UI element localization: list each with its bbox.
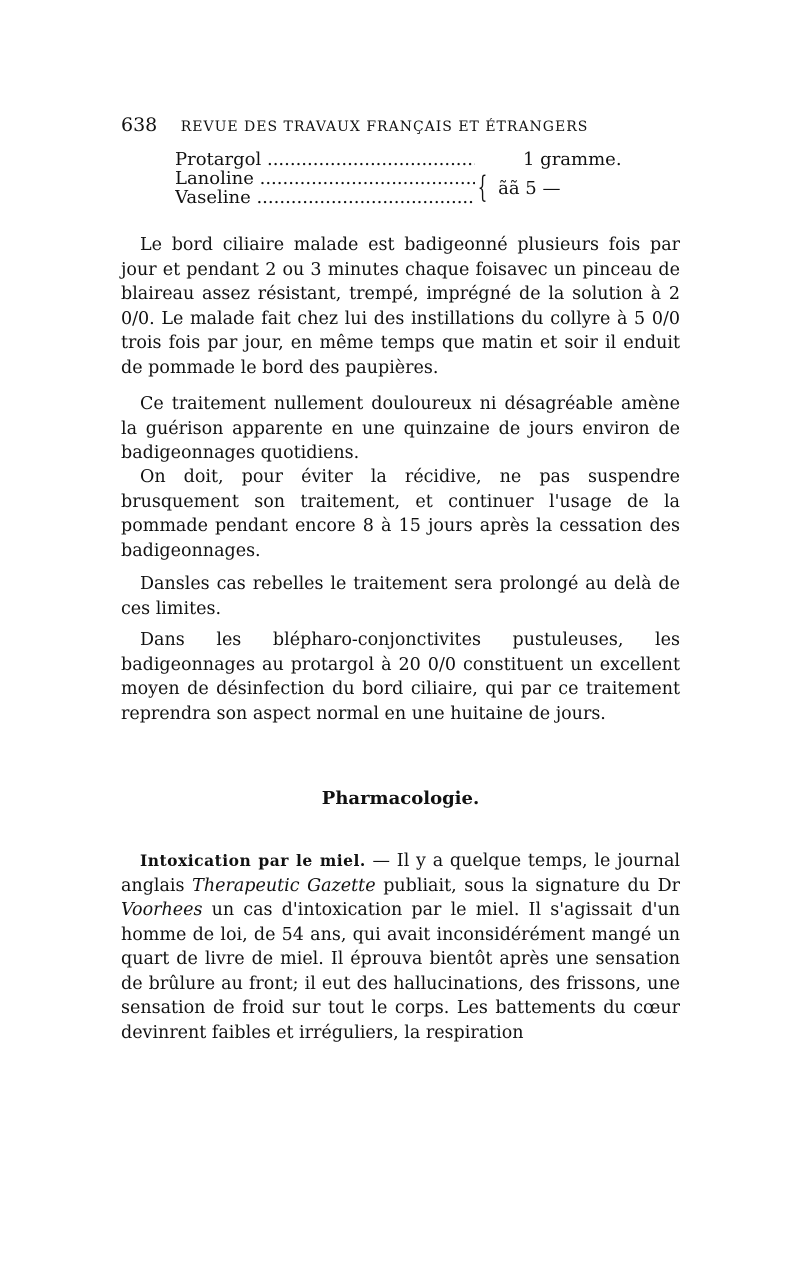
paragraph — [121, 465, 680, 563]
page-number: 638 — [121, 114, 158, 136]
running-header — [121, 114, 681, 136]
ingredient-name: Lanoline ..... — [175, 169, 475, 188]
paragraph-text: Dansles cas rebelles le traitement sera prolongé au delà de ces limites. — [121, 574, 680, 619]
formula-group — [175, 169, 635, 207]
brace-icon: { — [477, 170, 488, 205]
paragraph-text — [121, 849, 680, 1045]
paragraph — [121, 572, 680, 621]
runin-heading: Intoxication par le miel. — [140, 851, 366, 870]
group-quantity: ãã 5 — — [498, 177, 561, 199]
running-title: REVUE DES TRAVAUX FRANÇAIS ET ÉTRANGERS — [180, 119, 589, 135]
prescription-formula — [175, 150, 635, 207]
formula-line — [175, 150, 635, 169]
author-name: Voorhees — [121, 900, 203, 920]
text-span: publiait, sous la signature du Dr — [375, 875, 680, 896]
paragraph — [121, 233, 680, 380]
ingredient-quantity: 1 gramme. — [523, 149, 622, 170]
paragraph — [121, 392, 680, 466]
paragraph — [121, 849, 680, 1045]
text-span: — Il y a quelque temps, le journal anglais — [121, 851, 680, 896]
ingredient-name: Vaseline ..... — [175, 188, 475, 207]
paragraph-text: On doit, pour éviter la récidive, ne pas suspendre brusquement son traitement, et continuer l'usage de la pommade pendant encore 8 à 15 jours après la cessation des badigeonnages. — [121, 467, 680, 561]
ingredient-name: Protargol ..... — [175, 150, 475, 169]
paragraph-text: Le bord ciliaire malade est badigeonné plusieurs fois par jour et pendant 2 ou 3 minutes chaque foisavec un pinceau de blaireau assez résistant, trempé, imprégné de la solution à 2 0/0. Le malade fait chez lui des instillations du collyre à 5 0/0 trois fois par jour, en même temps que matin et soir il enduit de pommade le bord des paupières. — [121, 235, 680, 378]
section-title: Pharmacologie. — [321, 788, 480, 809]
text-span: un cas d'intoxication par le miel. Il s'agissait d'un homme de loi, de 54 ans, qui avait inconsidérément mangé un quart de livre de miel. Il éprouva bientôt après une sensation de brûlure au front; il eut des hallucinations, des frissons, une sensation de froid sur tout le corps. Les battements du cœur devinrent faibles et irréguliers, la respiration — [121, 900, 680, 1043]
paragraph-text: Ce traitement nullement douloureux ni désagréable amène la guérison apparente en une quinzaine de jours environ de badigeonnages quotidiens. — [121, 394, 680, 463]
paragraph — [121, 628, 680, 726]
journal-title: Therapeutic Gazette — [192, 875, 376, 896]
paragraph-text: Dans les blépharo-conjonctivites pustuleuses, les badigeonnages au protargol à 20 0/0 constituent un excellent moyen de désinfection du bord ciliaire, qui par ce traitement reprendra son aspect normal en une huitaine de jours. — [121, 630, 680, 724]
